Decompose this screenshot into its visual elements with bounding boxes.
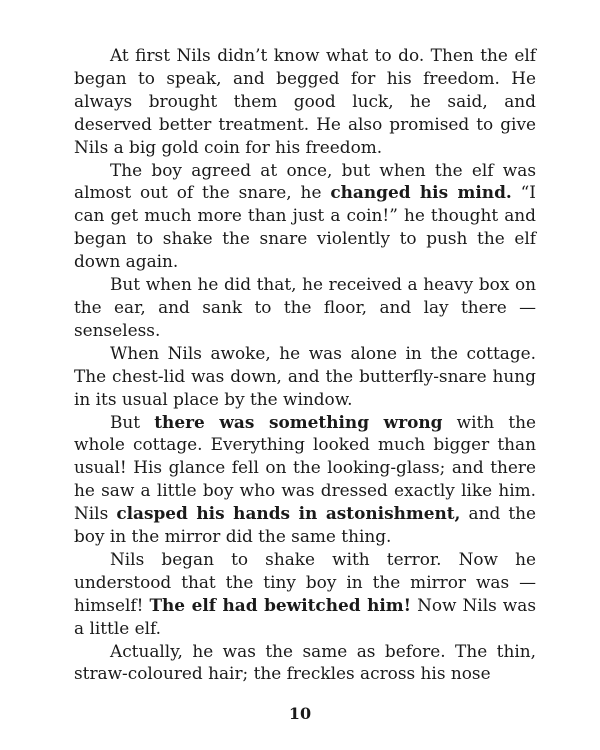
text-run: The boy agreed at once, but when the elf was almost out of the snare, he: [74, 159, 536, 203]
paragraph: [74, 342, 536, 411]
bold-phrase: clasped his hands in astonishment,: [116, 503, 461, 524]
page-number: 10: [288, 704, 312, 723]
body-text: [74, 44, 536, 685]
paragraph: [74, 44, 536, 159]
text-run: “I can get much more than just a coin!” he thought and began to shake the snare violently to push the elf down again.: [74, 182, 536, 272]
text-run: When Nils awoke, he was alone in the cottage. The chest-lid was down, and the butterfly-snare hung in its usual place by the window.: [74, 342, 536, 409]
paragraph: [74, 411, 536, 548]
text-run: with the whole cottage. Everything looked much bigger than usual! His glance fell on the looking-glass; and there he saw a little boy who was dressed exactly like him. Nils: [74, 411, 536, 524]
text-run: But: [110, 411, 155, 432]
bold-phrase: The elf had bewitched him!: [149, 594, 412, 615]
paragraph: [74, 159, 536, 274]
text-run: Now Nils was a little elf.: [74, 594, 536, 638]
paragraph: [74, 273, 536, 342]
text-run: and the boy in the mirror did the same thing.: [74, 503, 536, 547]
text-run: Actually, he was the same as before. The thin, straw-coloured hair; the freckles across his nose: [74, 640, 536, 684]
bold-phrase: there was something wrong: [154, 411, 443, 432]
text-run: Nils began to shake with terror. Now he understood that the tiny boy in the mirror was — himself!: [74, 548, 536, 615]
text-run: At first Nils didn’t know what to do. Then the elf began to speak, and begged for his freedom. He always brought them good luck, he said, and deserved better treatment. He also promised to give Nils a big gold coin for his freedom.: [74, 45, 536, 157]
paragraph: [74, 640, 536, 686]
paragraph: [74, 548, 536, 640]
bold-phrase: changed his mind.: [330, 182, 512, 203]
text-run: But when he did that, he received a heavy box on the ear, and sank to the floor, and lay there — senseless.: [74, 274, 536, 340]
